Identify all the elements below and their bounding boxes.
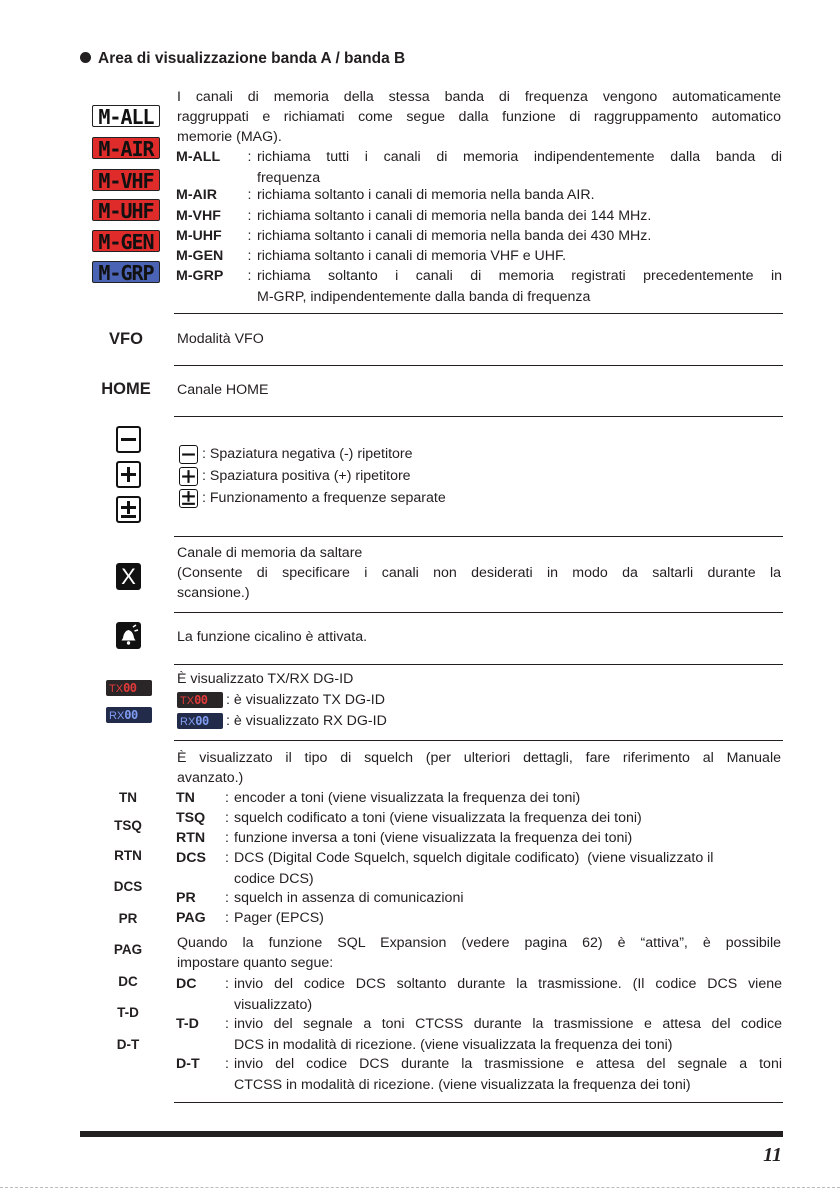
sql-sep: :	[225, 810, 229, 826]
sql-desc: DCS (Digital Code Squelch, squelch digitale codificato) (viene visualizzato il	[234, 850, 714, 866]
sql-desc: encoder a toni (viene visualizzata la frequenza dei toni)	[234, 790, 581, 806]
section-heading-text: Area di visualizzazione banda A / banda B	[98, 50, 406, 67]
divider	[174, 536, 783, 537]
mag-sep: :	[247, 208, 252, 224]
sql-sep: :	[225, 976, 229, 992]
footer-bar	[80, 1131, 783, 1137]
mag-desc: richiama soltanto i canali di memoria nella banda AIR.	[257, 187, 595, 203]
mag-desc: richiama tutti i canali di memoria indipendentemente dalla banda di	[257, 149, 782, 165]
sql-desc: squelch in assenza di comunicazioni	[234, 890, 464, 906]
mag-key: M-GEN	[176, 248, 224, 264]
sql-label-pr: PR	[118, 911, 138, 926]
dgid-digits: 00	[124, 708, 138, 722]
rx-prefix: RX	[180, 716, 196, 728]
skip-line-3: scansione.)	[177, 585, 250, 601]
mag-sep: :	[247, 268, 252, 284]
mag-key: M-UHF	[176, 228, 222, 244]
shift-plus-text: : Spaziatura positiva (+) ripetitore	[202, 468, 411, 484]
sql-key: DC	[176, 976, 197, 992]
badge-m-air: M-AIR	[92, 137, 160, 159]
bell-text: La funzione cicalino è attivata.	[177, 629, 368, 645]
bullet-icon	[80, 52, 91, 63]
plus-icon	[179, 467, 198, 486]
mag-sep: :	[247, 248, 252, 264]
mag-sep: :	[247, 228, 252, 244]
dgid-digits: 00	[195, 714, 209, 728]
divider	[174, 365, 783, 366]
tx-dgid-text: : è visualizzato TX DG-ID	[226, 692, 385, 708]
sql-item-dcs	[176, 848, 782, 889]
dgid-digits: 00	[194, 693, 208, 707]
page-edge	[0, 1187, 840, 1188]
sql-key: DCS	[176, 850, 206, 866]
sql-sep: :	[225, 1016, 229, 1032]
sql-expansion-line-2: impostare quanto segue:	[177, 955, 334, 971]
sql-key: PR	[176, 890, 196, 906]
divider	[174, 740, 783, 741]
divider	[174, 612, 783, 613]
rx-dgid-text: : è visualizzato RX DG-ID	[226, 713, 387, 729]
skip-line-1: Canale di memoria da saltare	[177, 545, 363, 561]
skip-line-2: (Consente di specificare i canali non desiderati in modo da saltarli durante la	[177, 565, 781, 581]
badge-m-uhf: M-UHF	[92, 199, 160, 221]
sql-sep: :	[225, 790, 229, 806]
bell-icon	[116, 622, 141, 649]
home-label: HOME	[101, 380, 151, 398]
skip-icon: X	[116, 563, 141, 590]
rx-prefix: RX	[109, 710, 125, 722]
sql-sep: :	[225, 830, 229, 846]
sql-label-t-d: T-D	[117, 1005, 139, 1020]
sql-label-dcs: DCS	[113, 879, 143, 894]
mag-desc: richiama soltanto i canali di memoria nella banda dei 144 MHz.	[257, 208, 652, 224]
mag-desc: M-GRP, indipendentemente dalla banda di frequenza	[257, 288, 591, 305]
divider	[174, 664, 783, 665]
mag-sep: :	[247, 187, 252, 203]
plus-minus-icon	[179, 489, 198, 508]
mag-intro-line-2: raggruppati e richiamati come segue dalla funzione di raggruppamento automatico	[177, 109, 781, 125]
sql-sep: :	[225, 850, 229, 866]
mag-intro-line-1: I canali di memoria della stessa banda di frequenza vengono automaticamente	[177, 89, 781, 105]
plus-minus-icon	[116, 496, 141, 523]
mag-item-air	[176, 185, 782, 206]
divider	[174, 416, 783, 417]
plus-icon	[116, 461, 141, 488]
shift-split-text: : Funzionamento a frequenze separate	[202, 490, 446, 506]
sql-label-tn: TN	[119, 790, 137, 805]
vfo-label: VFO	[109, 330, 143, 348]
minus-icon	[116, 426, 141, 453]
sql-item-tn	[176, 788, 782, 809]
mag-item-vhf	[176, 206, 782, 227]
sql-sep: :	[225, 1056, 229, 1072]
sql-exp-item-d-t	[176, 1054, 782, 1095]
page-number: 11	[763, 1144, 782, 1166]
sql-desc: Pager (EPCS)	[234, 910, 324, 926]
sql-label-tsq: TSQ	[114, 818, 142, 833]
dgid-digits: 00	[123, 681, 137, 695]
sql-desc: CTCSS in modalità di ricezione. (viene visualizzata la frequenza dei toni)	[234, 1076, 691, 1093]
mag-item-gen	[176, 246, 782, 267]
sql-desc: codice DCS)	[234, 870, 314, 887]
mag-desc: richiama soltanto i canali di memoria VHF e UHF.	[257, 248, 567, 264]
sql-sep: :	[225, 890, 229, 906]
badge-m-gen: M-GEN	[92, 230, 160, 252]
mag-item-all	[176, 147, 782, 188]
mag-desc: frequenza	[257, 169, 321, 186]
sql-label-rtn: RTN	[114, 848, 142, 863]
sql-key: PAG	[176, 910, 206, 926]
sql-desc: invio del codice DCS durante la trasmissione e attesa del segnale a toni	[234, 1056, 782, 1072]
divider	[174, 1102, 783, 1103]
sql-desc: invio del segnale a toni CTCSS durante la trasmissione e attesa del codice	[234, 1016, 782, 1032]
mag-sep: :	[247, 149, 252, 165]
mag-desc: richiama soltanto i canali di memoria registrati precedentemente in	[257, 268, 782, 284]
mag-key: M-AIR	[176, 187, 217, 203]
sql-item-pag	[176, 908, 782, 929]
sql-item-tsq	[176, 808, 782, 829]
badge-m-all: M-ALL	[92, 105, 160, 127]
sql-key: TSQ	[176, 810, 206, 826]
tx-prefix: TX	[109, 683, 124, 695]
mag-key: M-VHF	[176, 208, 221, 224]
rx-dgid-badge	[177, 713, 223, 729]
sql-exp-item-t-d	[176, 1014, 782, 1055]
badge-m-grp: M-GRP	[92, 261, 160, 283]
sql-desc: visualizzato)	[234, 996, 313, 1013]
badge-m-vhf: M-VHF	[92, 169, 160, 191]
sql-exp-item-dc	[176, 974, 782, 1015]
mag-desc: richiama soltanto i canali di memoria nella banda dei 430 MHz.	[257, 228, 652, 244]
mag-item-uhf	[176, 226, 782, 247]
sql-desc: squelch codificato a toni (viene visualizzata la frequenza dei toni)	[234, 810, 642, 826]
mag-intro-line-3: memorie (MAG).	[177, 129, 282, 145]
sql-item-pr	[176, 888, 782, 909]
mag-item-grp	[176, 266, 782, 307]
home-text: Canale HOME	[177, 382, 269, 398]
dgid-title: È visualizzato TX/RX DG-ID	[177, 671, 354, 687]
mag-key: M-ALL	[176, 149, 221, 165]
vfo-text: Modalità VFO	[177, 331, 264, 347]
section-heading	[80, 50, 405, 68]
sql-desc: invio del codice DCS soltanto durante la trasmissione. (Il codice DCS viene	[234, 976, 782, 992]
sql-label-pag: PAG	[113, 942, 143, 957]
sql-sep: :	[225, 910, 229, 926]
tx-prefix: TX	[180, 695, 195, 707]
shift-minus-text: : Spaziatura negativa (-) ripetitore	[202, 446, 413, 462]
rx-dgid-badge	[106, 707, 152, 723]
sql-desc: DCS in modalità di ricezione. (viene visualizzata la frequenza dei toni)	[234, 1036, 673, 1053]
sql-expansion-line-1: Quando la funzione SQL Expansion (vedere pagina 62) è “attiva”, è possibile	[177, 935, 781, 951]
sql-key: TN	[176, 790, 195, 806]
sql-key: T-D	[176, 1016, 199, 1032]
sql-intro-line-1: È visualizzato il tipo di squelch (per ulteriori dettagli, fare riferimento al Manuale	[177, 750, 781, 766]
mag-key: M-GRP	[176, 268, 224, 284]
divider	[174, 313, 783, 314]
sql-desc: funzione inversa a toni (viene visualizzata la frequenza dei toni)	[234, 830, 633, 846]
sql-label-d-t: D-T	[116, 1037, 140, 1052]
sql-label-dc: DC	[118, 974, 138, 989]
sql-item-rtn	[176, 828, 782, 849]
sql-intro-line-2: avanzato.)	[177, 770, 244, 786]
minus-icon	[179, 445, 198, 464]
tx-dgid-badge	[106, 680, 152, 696]
tx-dgid-badge	[177, 692, 223, 708]
sql-key: D-T	[176, 1056, 200, 1072]
sql-key: RTN	[176, 830, 206, 846]
